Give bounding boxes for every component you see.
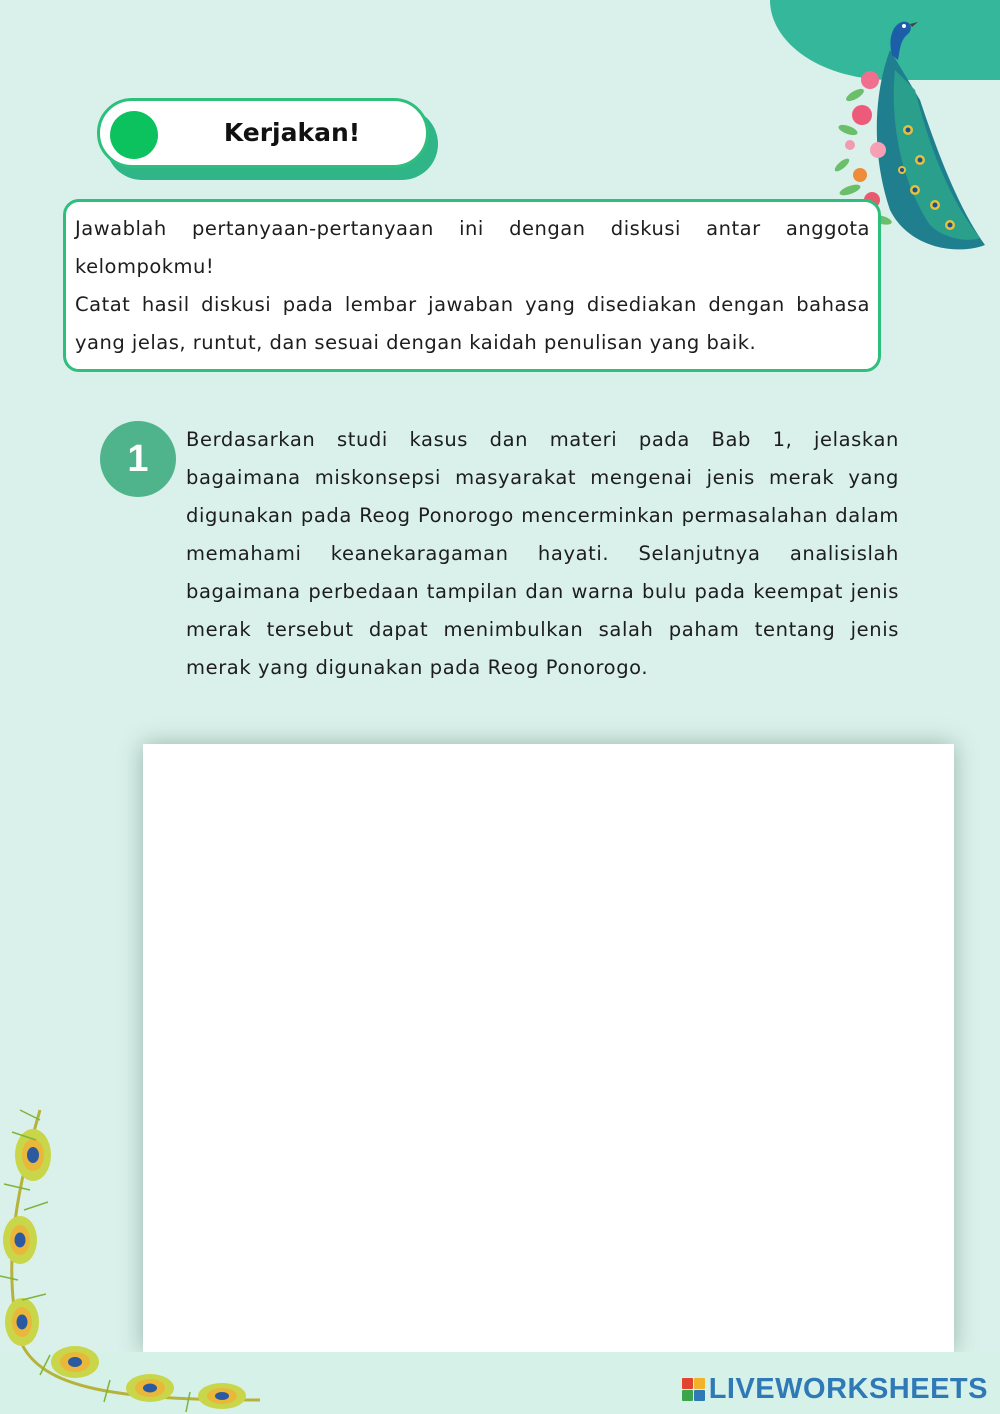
question-text: Berdasarkan studi kasus dan materi pada Bab 1, jelaskan bagaimana miskonsepsi masyarakat mengenai jenis merak yang digunakan pada Reog Ponorogo mencerminkan permasalahan dalam memahami keanekaragaman hayati. Selanjutnya analisislah bagaimana perbedaan tampilan dan warna bulu pada keempat jenis merak tersebut dapat menimbulkan salah paham tentang jenis merak yang digunakan pada Reog Ponorogo. [186,428,899,679]
instruction-line-1: Jawablah pertanyaan-pertanyaan ini dengan diskusi antar anggota kelompokmu! [75,217,870,278]
instructions-box [63,199,881,372]
peacock-feather-decoration [0,1100,270,1414]
page-title: Kerjakan! [223,118,361,147]
header-dot-icon [110,111,158,159]
question-number-badge: 1 [100,421,176,497]
instruction-line-2: Catat hasil diskusi pada lembar jawaban yang disediakan dengan bahasa yang jelas, runtut, dan sesuai dengan kaidah penulisan yang baik. [75,293,870,354]
liveworksheets-brand [682,1372,988,1406]
brand-text: LIVEWORKSHEETS [708,1372,988,1405]
header-pill [97,98,429,168]
liveworksheets-logo-icon [682,1378,705,1401]
